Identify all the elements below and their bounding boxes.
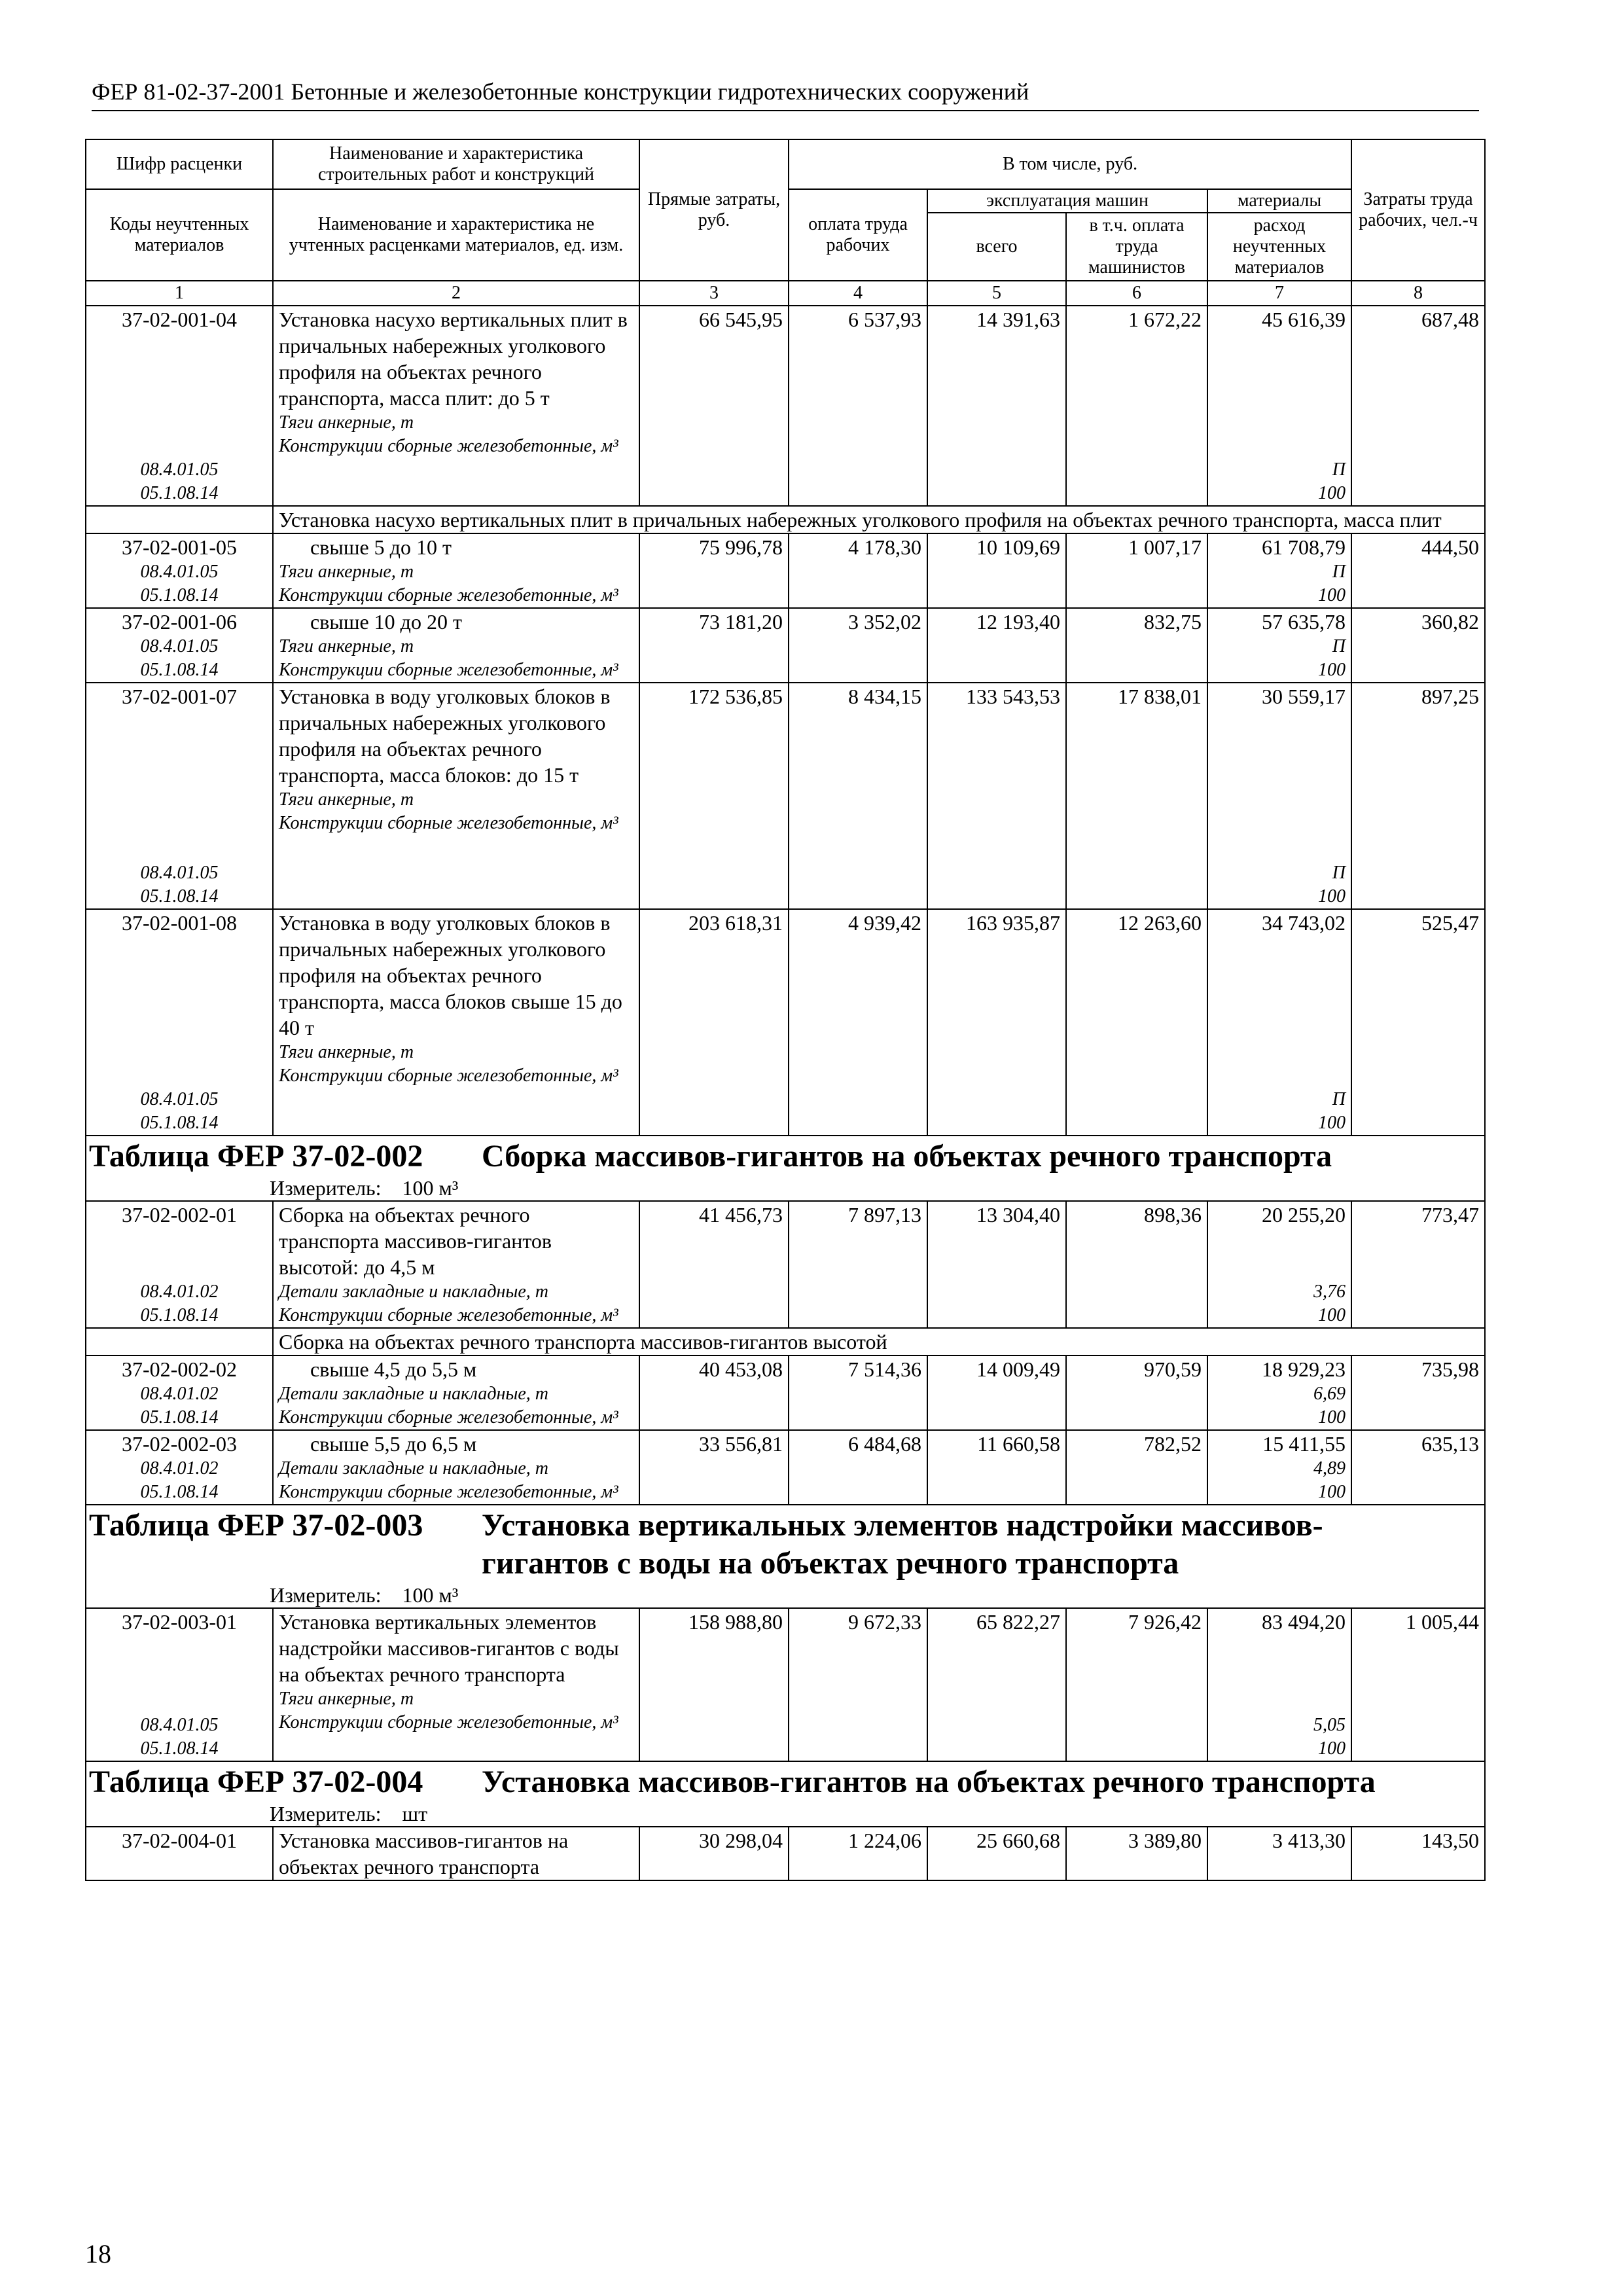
rate-code: 37-02-003-01: [122, 1610, 237, 1634]
rate-code: 37-02-002-03: [122, 1432, 237, 1456]
machinists-pay: 898,36: [1066, 1201, 1207, 1328]
group-header-row: [86, 1328, 1485, 1355]
rate-code: 37-02-002-01: [122, 1203, 237, 1227]
rate-code: 37-02-001-07: [122, 685, 237, 708]
materials-cost: 34 743,02: [1262, 911, 1346, 935]
col-codes-unaccounted-header: Коды неучтенных материалов: [86, 189, 273, 281]
rate-code: 37-02-001-05: [122, 535, 237, 559]
col-labor-pay-header: оплата труда рабочих: [789, 189, 927, 281]
material-name: Конструкции сборные железобетонные, м³: [279, 436, 618, 456]
table-row: [86, 608, 1485, 683]
material-name: Детали закладные и накладные, т: [279, 1458, 548, 1479]
section-title: [86, 1762, 1484, 1801]
machinists-pay: 832,75: [1066, 608, 1207, 683]
labor-cost: 635,13: [1351, 1430, 1485, 1505]
material-qty: 100: [1318, 1407, 1346, 1427]
machinists-pay: 7 926,42: [1066, 1608, 1207, 1761]
labor-cost: 360,82: [1351, 608, 1485, 683]
machinists-pay: 3 389,80: [1066, 1827, 1207, 1880]
material-code: 08.4.01.05: [140, 459, 219, 480]
labor-pay: 6 484,68: [789, 1430, 927, 1505]
section-title: [86, 1505, 1484, 1583]
rate-name: Установка в воду уголковых блоков в причальных набережных уголкового профиля на объектах речного транспорта, масса блоков свыше 15 до 40 т: [279, 911, 622, 1039]
material-qty: 100: [1318, 660, 1346, 680]
col-name-bottom-header: Наименование и характеристика не учтенных расценками материалов, ед. изм.: [273, 189, 639, 281]
rate-name: свыше 5,5 до 6,5 м: [310, 1432, 477, 1456]
labor-pay: 7 514,36: [789, 1355, 927, 1430]
col-name-header: Наименование и характеристика строительных работ и конструкций: [273, 139, 639, 189]
section-name: Сборка массивов-гигантов на объектах речного транспорта: [482, 1139, 1332, 1174]
material-qty: 100: [1318, 1482, 1346, 1502]
labor-cost: 773,47: [1351, 1201, 1485, 1328]
table-row: [86, 1608, 1485, 1761]
material-code: 08.4.01.05: [140, 562, 219, 582]
rate-name: Установка в воду уголковых блоков в причальных набережных уголкового профиля на объектах речного транспорта, масса блоков: до 15 т: [279, 685, 611, 787]
materials-cost: 61 708,79: [1262, 535, 1346, 559]
labor-cost: 1 005,44: [1351, 1608, 1485, 1761]
table-row: [86, 306, 1485, 506]
material-qty: 100: [1318, 1113, 1346, 1133]
labor-pay: 6 537,93: [789, 306, 927, 506]
material-name: Детали закладные и накладные, т: [279, 1282, 548, 1302]
material-code: 08.4.01.02: [140, 1282, 219, 1302]
material-name: Конструкции сборные железобетонные, м³: [279, 1066, 618, 1086]
material-code: 05.1.08.14: [140, 1407, 219, 1427]
material-name: Тяги анкерные, т: [279, 789, 414, 810]
machines-total: 14 391,63: [927, 306, 1066, 506]
direct-cost: 73 181,20: [639, 608, 789, 683]
page-number: 18: [85, 2239, 111, 2269]
col-machinists-pay-header: в т.ч. оплата труда машинистов: [1066, 213, 1207, 281]
material-code: 05.1.08.14: [140, 585, 219, 605]
section-label: Таблица ФЕР 37-02-004: [89, 1765, 423, 1799]
measure-unit: 100 м³: [402, 1176, 459, 1200]
measure-line: [86, 1801, 1484, 1826]
section-label: Таблица ФЕР 37-02-002: [89, 1139, 423, 1174]
machines-total: 13 304,40: [927, 1201, 1066, 1328]
material-qty: П: [1332, 562, 1346, 582]
rate-name: Установка вертикальных элементов надстройки массивов-гигантов с воды на объектах речного транспорта: [279, 1610, 619, 1686]
machines-total: 14 009,49: [927, 1355, 1066, 1430]
rate-code: 37-02-001-06: [122, 610, 237, 634]
material-name: Тяги анкерные, т: [279, 1042, 414, 1062]
material-code: 05.1.08.14: [140, 886, 219, 906]
direct-cost: 41 456,73: [639, 1201, 789, 1328]
measure-label: Измеритель:: [270, 1176, 382, 1200]
material-code: 05.1.08.14: [140, 660, 219, 680]
materials-cost: 18 929,23: [1262, 1357, 1346, 1381]
material-qty: 100: [1318, 1305, 1346, 1325]
table-row: [86, 1827, 1485, 1880]
material-qty: П: [1332, 636, 1346, 656]
price-table: [85, 139, 1486, 1881]
col-num-4: 4: [789, 281, 927, 306]
labor-cost: 897,25: [1351, 683, 1485, 909]
rate-code: 37-02-002-02: [122, 1357, 237, 1381]
machines-total: 133 543,53: [927, 683, 1066, 909]
direct-cost: 203 618,31: [639, 909, 789, 1136]
col-num-1: 1: [86, 281, 273, 306]
materials-cost: 30 559,17: [1262, 685, 1346, 708]
col-num-6: 6: [1066, 281, 1207, 306]
group-header-row: [86, 506, 1485, 533]
labor-pay: 3 352,02: [789, 608, 927, 683]
material-name: Конструкции сборные железобетонные, м³: [279, 585, 618, 605]
labor-pay: 4 939,42: [789, 909, 927, 1136]
col-num-7: 7: [1207, 281, 1351, 306]
col-direct-header: Прямые затраты, руб.: [639, 139, 789, 281]
table-row: [86, 909, 1485, 1136]
direct-cost: 172 536,85: [639, 683, 789, 909]
material-name: Тяги анкерные, т: [279, 636, 414, 656]
rate-name: свыше 4,5 до 5,5 м: [310, 1357, 477, 1381]
material-qty: 4,89: [1313, 1458, 1346, 1479]
material-code: 08.4.01.02: [140, 1384, 219, 1404]
machines-total: 12 193,40: [927, 608, 1066, 683]
col-machines-total-header: всего: [927, 213, 1066, 281]
section-name: Установка массивов-гигантов на объектах речного транспорта: [482, 1765, 1376, 1799]
col-materials-header: материалы: [1207, 189, 1351, 213]
labor-cost: 143,50: [1351, 1827, 1485, 1880]
materials-cost: 15 411,55: [1262, 1432, 1346, 1456]
table-row: [86, 533, 1485, 608]
measure-label: Измеритель:: [270, 1583, 382, 1607]
table-row: [86, 1201, 1485, 1328]
col-machines-header: эксплуатация машин: [927, 189, 1207, 213]
material-qty: 6,69: [1313, 1384, 1346, 1404]
section-header-row: [86, 1505, 1485, 1608]
material-name: Конструкции сборные железобетонные, м³: [279, 1407, 618, 1427]
section-label: Таблица ФЕР 37-02-003: [89, 1508, 423, 1543]
section-header-row: [86, 1761, 1485, 1827]
table-row: [86, 1355, 1485, 1430]
material-code: 08.4.01.05: [140, 636, 219, 656]
table-row: [86, 683, 1485, 909]
material-code: 08.4.01.05: [140, 863, 219, 883]
material-qty: П: [1332, 863, 1346, 883]
col-num-5: 5: [927, 281, 1066, 306]
material-name: Тяги анкерные, т: [279, 412, 414, 433]
direct-cost: 40 453,08: [639, 1355, 789, 1430]
labor-pay: 7 897,13: [789, 1201, 927, 1328]
col-code-header: Шифр расценки: [86, 139, 273, 189]
labor-cost: 735,98: [1351, 1355, 1485, 1430]
material-code: 08.4.01.05: [140, 1089, 219, 1109]
rate-name: Установка насухо вертикальных плит в причальных набережных уголкового профиля на объектах речного транспорта, масса плит: до 5 т: [279, 308, 628, 410]
section-header-row: [86, 1136, 1485, 1201]
labor-pay: 1 224,06: [789, 1827, 927, 1880]
labor-pay: 8 434,15: [789, 683, 927, 909]
col-incl-header: В том числе, руб.: [789, 139, 1351, 189]
measure-unit: шт: [402, 1802, 428, 1825]
group-caption: Сборка на объектах речного транспорта массивов-гигантов высотой: [273, 1328, 1485, 1355]
machines-total: 11 660,58: [927, 1430, 1066, 1505]
measure-line: [86, 1583, 1484, 1607]
material-name: Конструкции сборные железобетонные, м³: [279, 1305, 618, 1325]
direct-cost: 75 996,78: [639, 533, 789, 608]
direct-cost: 33 556,81: [639, 1430, 789, 1505]
machinists-pay: 1 007,17: [1066, 533, 1207, 608]
table-header: [86, 139, 1485, 306]
labor-cost: 525,47: [1351, 909, 1485, 1136]
col-num-8: 8: [1351, 281, 1485, 306]
material-qty: 100: [1318, 483, 1346, 503]
machinists-pay: 1 672,22: [1066, 306, 1207, 506]
measure-label: Измеритель:: [270, 1802, 382, 1825]
document-header: ФЕР 81-02-37-2001 Бетонные и железобетонные конструкции гидротехнических сооружений: [92, 77, 1479, 111]
material-code: 08.4.01.05: [140, 1715, 219, 1735]
direct-cost: 30 298,04: [639, 1827, 789, 1880]
labor-pay: 4 178,30: [789, 533, 927, 608]
material-qty: 100: [1318, 1738, 1346, 1759]
col-unaccounted-header: расход неучтенных материалов: [1207, 213, 1351, 281]
direct-cost: 158 988,80: [639, 1608, 789, 1761]
material-name: Тяги анкерные, т: [279, 1689, 414, 1709]
materials-cost: 20 255,20: [1262, 1203, 1346, 1227]
labor-pay: 9 672,33: [789, 1608, 927, 1761]
material-qty: 100: [1318, 886, 1346, 906]
col-labor-cost-header: Затраты труда рабочих, чел.-ч: [1351, 139, 1485, 281]
labor-cost: 687,48: [1351, 306, 1485, 506]
machinists-pay: 970,59: [1066, 1355, 1207, 1430]
rate-name: свыше 5 до 10 т: [310, 535, 452, 559]
rate-code: 37-02-001-08: [122, 911, 237, 935]
material-code: 05.1.08.14: [140, 483, 219, 503]
materials-cost: 83 494,20: [1262, 1610, 1346, 1634]
material-code: 05.1.08.14: [140, 1113, 219, 1133]
measure-line: [86, 1175, 1484, 1200]
machines-total: 10 109,69: [927, 533, 1066, 608]
rate-code: 37-02-001-04: [122, 308, 237, 331]
materials-cost: 3 413,30: [1207, 1827, 1351, 1880]
direct-cost: 66 545,95: [639, 306, 789, 506]
rate-name: Сборка на объектах речного транспорта массивов-гигантов высотой: до 4,5 м: [279, 1203, 552, 1279]
section-name: Установка вертикальных элементов надстройки массивов-гигантов с воды на объектах речного транспорта: [482, 1508, 1323, 1581]
material-name: Детали закладные и накладные, т: [279, 1384, 548, 1404]
machines-total: 163 935,87: [927, 909, 1066, 1136]
labor-cost: 444,50: [1351, 533, 1485, 608]
material-code: 05.1.08.14: [140, 1738, 219, 1759]
group-caption: Установка насухо вертикальных плит в причальных набережных уголкового профиля на объектах речного транспорта, масса плит: [273, 506, 1485, 533]
material-code: 05.1.08.14: [140, 1482, 219, 1502]
machines-total: 25 660,68: [927, 1827, 1066, 1880]
machinists-pay: 782,52: [1066, 1430, 1207, 1505]
rate-code: 37-02-004-01: [86, 1827, 273, 1880]
material-name: Конструкции сборные железобетонные, м³: [279, 813, 618, 833]
material-qty: П: [1332, 459, 1346, 480]
material-qty: 100: [1318, 585, 1346, 605]
col-num-2: 2: [273, 281, 639, 306]
material-qty: П: [1332, 1089, 1346, 1109]
machines-total: 65 822,27: [927, 1608, 1066, 1761]
material-name: Конструкции сборные железобетонные, м³: [279, 1712, 618, 1732]
machinists-pay: 12 263,60: [1066, 909, 1207, 1136]
material-qty: 3,76: [1313, 1282, 1346, 1302]
material-code: 08.4.01.02: [140, 1458, 219, 1479]
material-name: Конструкции сборные железобетонные, м³: [279, 1482, 618, 1502]
section-title: [86, 1136, 1484, 1175]
material-name: Тяги анкерные, т: [279, 562, 414, 582]
table-row: [86, 1430, 1485, 1505]
material-qty: 5,05: [1313, 1715, 1346, 1735]
materials-cost: 57 635,78: [1262, 610, 1346, 634]
col-num-3: 3: [639, 281, 789, 306]
measure-unit: 100 м³: [402, 1583, 459, 1607]
material-name: Конструкции сборные железобетонные, м³: [279, 660, 618, 680]
rate-name: свыше 10 до 20 т: [310, 610, 462, 634]
machinists-pay: 17 838,01: [1066, 683, 1207, 909]
materials-cost: 45 616,39: [1262, 308, 1346, 331]
rate-name: Установка массивов-гигантов на объектах речного транспорта: [273, 1827, 639, 1880]
material-code: 05.1.08.14: [140, 1305, 219, 1325]
